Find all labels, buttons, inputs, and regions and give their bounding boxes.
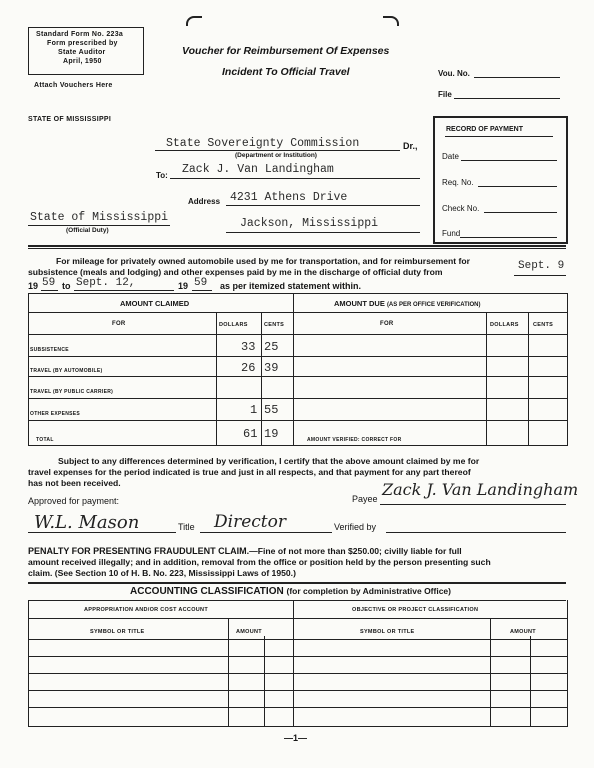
acct-header-amount-right: AMOUNT xyxy=(510,629,536,635)
row-dollars-total: 61 xyxy=(243,427,258,441)
payee-label: Payee xyxy=(352,494,378,504)
page-number: —1— xyxy=(284,733,308,743)
dr-label: Dr., xyxy=(403,141,418,151)
approver-signature: W.L. Mason xyxy=(34,512,140,533)
acct-right-title: OBJECTIVE OR PROJECT CLASSIFICATION xyxy=(352,607,479,613)
amount-due-title: AMOUNT DUE (AS PER OFFICE VERIFICATION) xyxy=(334,299,481,308)
to-date-value: Sept. 12, xyxy=(76,277,136,289)
state-heading: STATE OF MISSISSIPPI xyxy=(28,116,112,123)
rop-check-label: Check No. xyxy=(442,204,480,213)
penalty-line-3: claim. (See Section 10 of H. B. No. 223, Mississippi Laws of 1950.) xyxy=(28,568,296,578)
standard-form-line-4: April, 1950 xyxy=(63,58,102,65)
standard-form-line-3: State Auditor xyxy=(58,49,106,56)
voucher-number-label: Vou. No. xyxy=(438,69,470,78)
row-dollars-subsistence: 33 xyxy=(241,340,256,354)
acct-header-symbol-right: SYMBOL OR TITLE xyxy=(360,629,415,635)
cert-line-2: travel expenses for the period indicated is true and just in all respects, and that payment for any part thereof xyxy=(28,467,471,477)
department-line xyxy=(155,150,400,151)
amount-verified-label: AMOUNT VERIFIED: CORRECT FOR xyxy=(307,437,402,443)
form-title: Voucher for Reimbursement Of Expenses xyxy=(182,45,390,57)
cert-line-1: Subject to any differences determined by verification, I certify that the above amount claimed by me for xyxy=(58,456,480,466)
amount-claimed-title: AMOUNT CLAIMED xyxy=(120,299,190,308)
punch-mark-left xyxy=(186,16,202,26)
penalty-line-2: amount received illegally; and in addition, removal from the office or position held by the person presenting such xyxy=(28,557,491,567)
voucher-number-line xyxy=(474,77,560,78)
row-cents-total: 19 xyxy=(264,427,279,441)
acct-header-amount-left: AMOUNT xyxy=(236,629,262,635)
statement-line-1: For mileage for privately owned automobile used by me for transportation, and for reimbursement for xyxy=(56,256,470,266)
row-cents-travel-auto: 39 xyxy=(264,361,279,375)
punch-mark-right xyxy=(383,16,399,26)
year2-prefix: 19 xyxy=(178,281,189,291)
row-label-travel-auto: TRAVEL (BY AUTOMOBILE) xyxy=(30,368,103,374)
verified-by-label: Verified by xyxy=(334,522,377,532)
year1-value: 59 xyxy=(42,277,56,289)
file-label: File xyxy=(438,90,452,99)
record-of-payment-title: RECORD OF PAYMENT xyxy=(446,126,524,133)
title-value: Director xyxy=(214,512,286,532)
city-value: Jackson, Mississippi xyxy=(240,217,379,230)
attach-vouchers-label: Attach Vouchers Here xyxy=(34,82,113,89)
rop-date-label: Date xyxy=(442,152,459,161)
payee-signature: Zack J. Van Landingham xyxy=(382,480,579,499)
department-value: State Sovereignty Commission xyxy=(166,137,360,150)
penalty-line-1: PENALTY FOR PRESENTING FRAUDULENT CLAIM.—Fine of not more than $250.00; civilly liable for full xyxy=(28,546,462,556)
amount-table xyxy=(28,293,568,446)
due-header-cents: CENTS xyxy=(533,322,554,328)
form-subtitle: Incident To Official Travel xyxy=(222,66,350,78)
official-duty-line xyxy=(28,225,170,226)
rop-req-label: Req. No. xyxy=(442,178,474,187)
due-header-dollars: DOLLARS xyxy=(490,322,519,328)
approved-label: Approved for payment: xyxy=(28,496,120,506)
year2-value: 59 xyxy=(194,277,208,289)
from-date-value: Sept. 9 xyxy=(518,260,565,272)
statement-tail: as per itemized statement within. xyxy=(220,281,362,291)
title-label: Title xyxy=(178,522,195,532)
statement-line-2: subsistence (meals and lodging) and other expenses paid by me in the discharge of official duty from xyxy=(28,267,443,277)
official-duty-value: State of Mississippi xyxy=(30,211,169,224)
row-dollars-travel-auto: 26 xyxy=(241,361,256,375)
due-header-for: FOR xyxy=(380,321,394,327)
standard-form-line-2: Form prescribed by xyxy=(47,40,118,47)
address-label: Address xyxy=(188,197,221,206)
department-caption: (Department or Institution) xyxy=(235,152,317,159)
official-duty-caption: (Official Duty) xyxy=(66,227,109,234)
address-value: 4231 Athens Drive xyxy=(230,191,348,204)
cert-line-3: has not been received. xyxy=(28,478,121,488)
file-line xyxy=(454,98,560,99)
row-label-total: TOTAL xyxy=(36,437,54,443)
standard-form-line-1: Standard Form No. 223a xyxy=(36,31,124,38)
row-cents-other: 55 xyxy=(264,403,279,417)
acct-header-symbol-left: SYMBOL OR TITLE xyxy=(90,629,145,635)
claimed-header-cents: CENTS xyxy=(264,322,285,328)
rop-fund-label: Fund xyxy=(442,229,461,238)
payee-name-value: Zack J. Van Landingham xyxy=(182,163,334,176)
acct-left-title: APPROPRIATION AND/OR COST ACCOUNT xyxy=(84,607,208,613)
accounting-title: ACCOUNTING CLASSIFICATION (for completion by Administrative Office) xyxy=(130,586,451,597)
to-date-label: to xyxy=(62,281,71,291)
claimed-header-for: FOR xyxy=(112,321,126,327)
row-label-travel-carrier: TRAVEL (BY PUBLIC CARRIER) xyxy=(30,389,114,395)
row-cents-subsistence: 25 xyxy=(264,340,279,354)
claimed-header-dollars: DOLLARS xyxy=(219,322,248,328)
city-line xyxy=(226,232,420,233)
address-line xyxy=(226,205,420,206)
row-dollars-other: 1 xyxy=(250,403,258,417)
row-label-other: OTHER EXPENSES xyxy=(30,411,81,417)
row-label-subsistence: SUBSISTENCE xyxy=(30,347,69,353)
to-label: To: xyxy=(156,171,168,180)
payee-name-line xyxy=(170,178,420,179)
year1-prefix: 19 xyxy=(28,281,39,291)
